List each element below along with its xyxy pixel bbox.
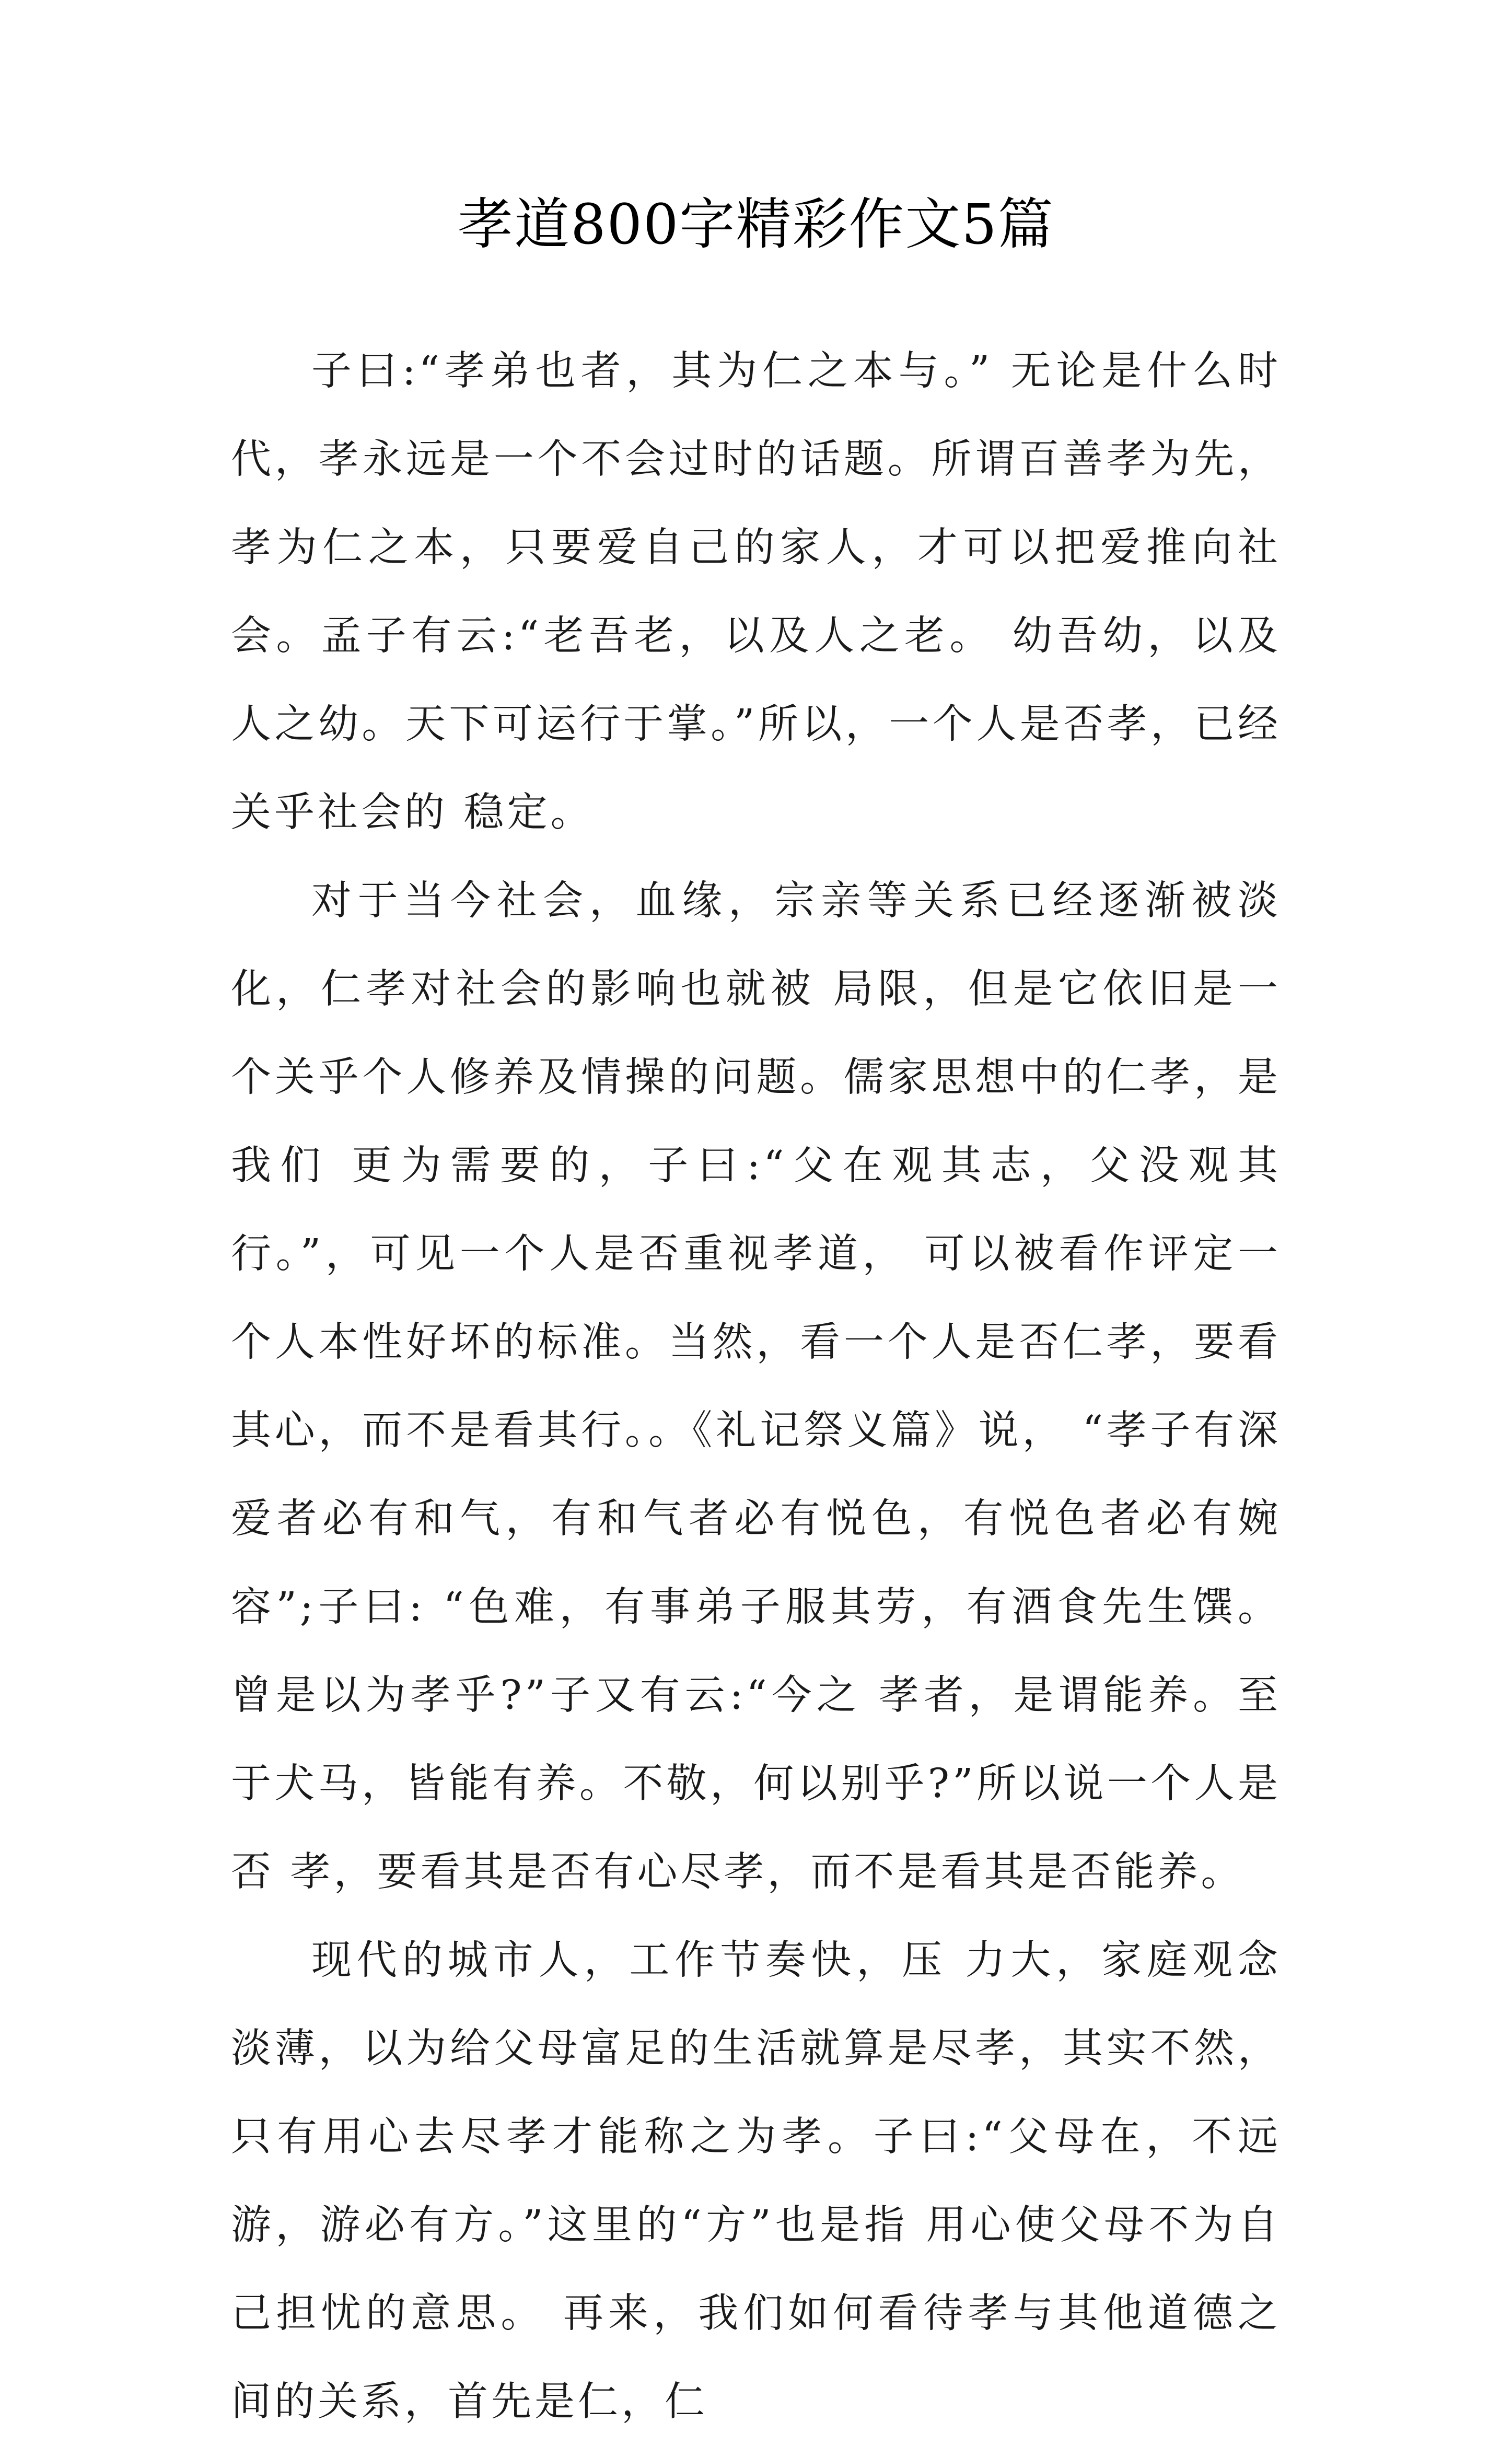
paragraph: 现代的城市人，工作节奏快，压 力大，家庭观念淡薄，以为给父母富足的生活就算是尽孝，其实不然，只有用心去尽孝才能称之为孝。子曰:“父母在，不远游，游必有方。”这里的“方”也是指 用心使父母不为自己担忧的意思。 再来，我们如何看待孝与其他道德之间的关系，首先是仁，仁 — [231, 1937, 1281, 2425]
paragraph: 子曰:“孝弟也者，其为仁之本与。” 无论是什么时代，孝永远是一个不会过时的话题。所谓百善孝为先，孝为仁之本，只要爱自己的家人，才可以把爱推向社会。孟子有云:“老吾老，以及人之老。 幼吾幼，以及人之幼。天下可运行于掌。”所以，一个人是否孝，已经关乎社会的 稳定。 — [231, 348, 1281, 836]
paragraph: 对于当今社会，血缘，宗亲等关系已经逐渐被淡化，仁孝对社会的影响也就被 局限，但是它依旧是一个关乎个人修养及情操的问题。儒家思想中的仁孝，是我们 更为需要的，子曰:“父在观其志，父没观其行。”，可见一个人是否重视孝道， 可以被看作评定一个人本性好坏的标准。当然，看一个人是否仁孝，要看其心，而不是看其行。。《礼记祭义篇》说， “孝子有深爱者必有和气，有和气者必有悦色，有悦色者必有婉容”;子曰: “色难，有事弟子服其劳，有酒食先生馔。曾是以为孝乎?”子又有云:“今之 孝者，是谓能养。至于犬马，皆能有养。不敬，何以别乎?”所以说一个人是否 孝，要看其是否有心尽孝，而不是看其是否能养。 — [231, 878, 1281, 1895]
document-body — [231, 327, 1281, 2446]
document-title: 孝道800字精彩作文5篇 — [458, 192, 1054, 257]
